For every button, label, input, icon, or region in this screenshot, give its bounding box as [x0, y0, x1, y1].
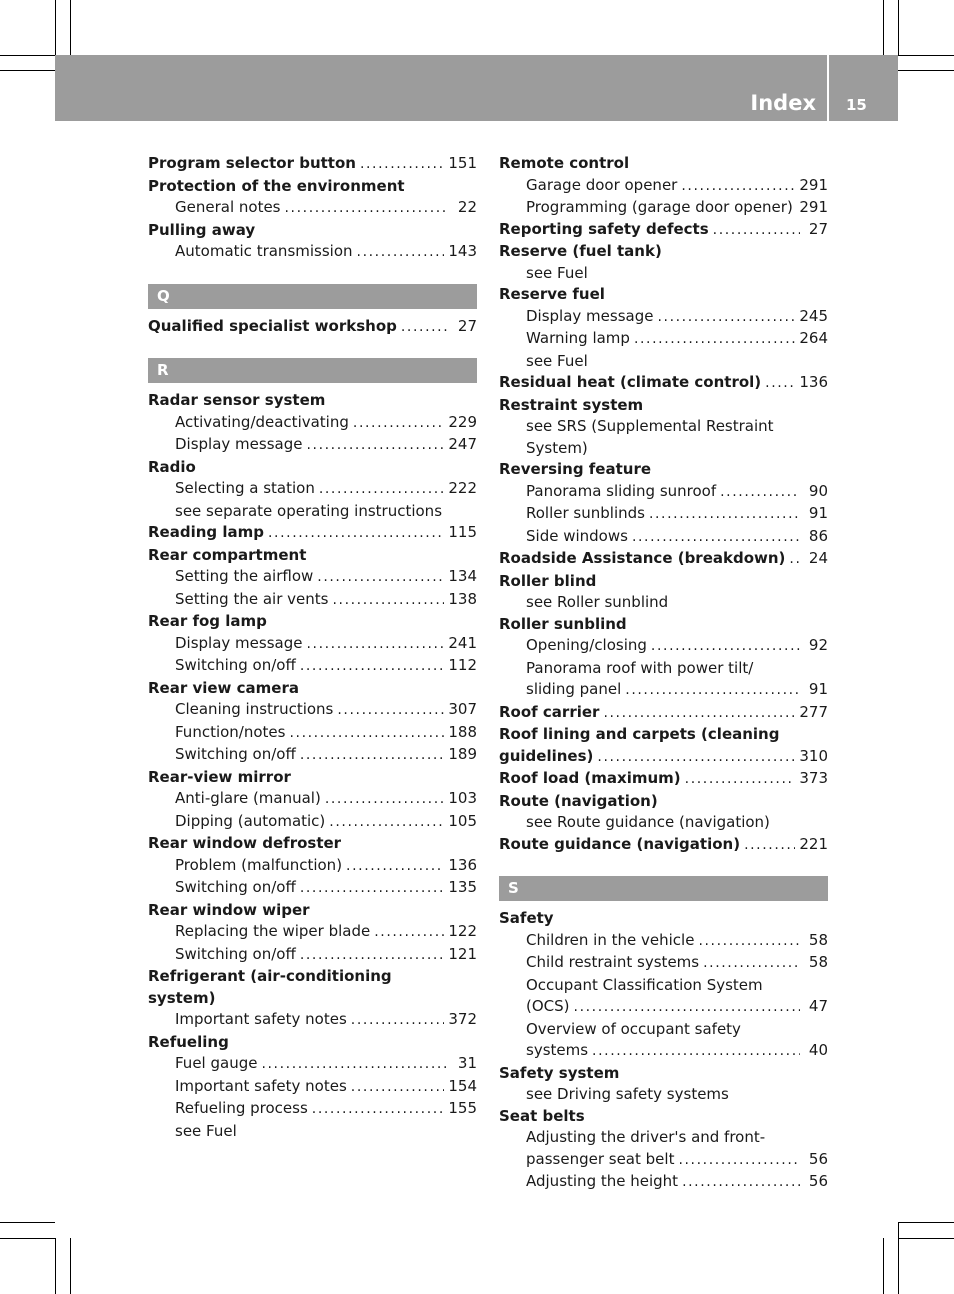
entry-text: Automatic transmission [175, 242, 353, 260]
entry-text: Switching on/off [175, 745, 296, 763]
entry-text: Problem (malfunction) [175, 855, 343, 874]
entry-text: Child restraint systems [526, 953, 700, 971]
entry-text: Reading lamp [148, 523, 264, 541]
page-reference: 112 [448, 656, 477, 674]
entry-text: Replacing the wiper blade [175, 922, 371, 940]
index-subentry [148, 944, 477, 967]
leader-dots [720, 482, 800, 504]
leader-dots [357, 242, 445, 264]
index-subentry [499, 812, 828, 834]
index-subentry [148, 811, 477, 834]
index-subentry [148, 589, 477, 612]
entry-text: Reversing feature [499, 460, 652, 478]
entry-text: Setting the airflow [175, 567, 314, 585]
entry-text: Refueling [148, 1032, 229, 1051]
entry-text: Safety system [499, 1063, 620, 1082]
section-letter-bar: R [148, 358, 477, 383]
index-subentry [499, 263, 828, 285]
page-reference: 91 [808, 504, 828, 522]
page-reference: 154 [448, 1076, 477, 1095]
index-term [148, 153, 477, 176]
entry-text: see SRS (Supplemental Restraint [526, 417, 774, 435]
entry-text: Panorama sliding sunroof [526, 481, 717, 500]
page-reference: 143 [448, 242, 477, 260]
page-reference: 135 [448, 878, 477, 896]
page-reference: 105 [448, 811, 477, 830]
leader-dots [289, 723, 444, 745]
leader-dots [312, 1099, 445, 1121]
crop-mark [0, 1238, 55, 1239]
index-subentry [148, 501, 477, 523]
page-reference: 92 [808, 636, 828, 654]
index-subentry [499, 503, 828, 526]
index-term [148, 611, 477, 633]
leader-dots [285, 198, 450, 220]
leader-dots [325, 789, 445, 811]
entry-text: Opening/closing [526, 636, 647, 654]
index-subentry [499, 306, 828, 329]
entry-text: Program selector button [148, 154, 356, 172]
entry-text: Overview of occupant safety [526, 1019, 741, 1038]
index-subentry [499, 658, 828, 680]
page-reference: 24 [808, 549, 828, 567]
page-reference: 291 [799, 198, 828, 216]
section-letter-bar: Q [148, 284, 477, 309]
index-subentry [499, 635, 828, 658]
index-term [499, 1063, 828, 1085]
entry-text: Reserve fuel [499, 285, 605, 303]
crop-mark [55, 0, 56, 55]
entry-text: Important safety notes [175, 1076, 347, 1095]
page-title: Index [750, 91, 816, 115]
index-term [499, 372, 828, 395]
entry-text: Display message [175, 435, 303, 453]
entry-text: Activating/deactivating [175, 412, 349, 431]
entry-text: Programming (garage door opener) [526, 198, 793, 216]
entry-text: Children in the vehicle [526, 930, 695, 949]
entry-text: Rear fog lamp [148, 612, 267, 630]
page-reference: 134 [448, 567, 477, 585]
index-term [499, 241, 828, 263]
index-term [148, 767, 477, 789]
page-reference: 56 [808, 1149, 828, 1168]
leader-dots [703, 953, 800, 975]
entry-text: Residual heat (climate control) [499, 373, 762, 391]
leader-dots [597, 747, 795, 769]
leader-dots [317, 567, 444, 589]
index-term [148, 988, 477, 1010]
entry-text: Switching on/off [175, 656, 296, 674]
page-reference: 229 [448, 412, 477, 431]
page-reference: 136 [799, 373, 828, 391]
index-subentry [148, 241, 477, 264]
index-term [148, 833, 477, 855]
entry-text: Rear window defroster [148, 834, 342, 852]
entry-text: System) [526, 438, 588, 457]
entry-text: Cleaning instructions [175, 700, 334, 718]
crop-mark [0, 70, 55, 71]
entry-text: Reporting safety defects [499, 219, 709, 238]
index-term [499, 834, 828, 857]
entry-text: Rear window wiper [148, 900, 310, 919]
entry-text: sliding panel [526, 680, 622, 698]
index-subentry [499, 1127, 828, 1149]
entry-text: Setting the air vents [175, 589, 329, 608]
entry-text: see Fuel [175, 1121, 237, 1140]
entry-text: Roof load (maximum) [499, 769, 681, 787]
index-subentry [499, 1171, 828, 1194]
leader-dots [634, 329, 795, 351]
entry-text: Occupant Classification System [526, 975, 763, 994]
page-reference: 27 [808, 219, 828, 238]
index-subentry [499, 679, 828, 702]
page-reference: 277 [799, 702, 828, 721]
index-subentry [499, 1040, 828, 1063]
index-subentry [499, 175, 828, 198]
entry-text: Safety [499, 909, 554, 927]
leader-dots [261, 1054, 449, 1076]
index-subentry [499, 526, 828, 549]
index-subentry [148, 478, 477, 501]
index-term [499, 614, 828, 636]
entry-text: Rear view camera [148, 678, 299, 697]
index-term [148, 522, 477, 545]
index-subentry [148, 566, 477, 589]
page-reference: 247 [448, 435, 477, 453]
page-reference: 56 [808, 1172, 828, 1190]
crop-mark [55, 1238, 56, 1294]
page-reference: 241 [448, 633, 477, 652]
page-reference: 122 [448, 922, 477, 940]
entry-text: (OCS) [526, 997, 570, 1015]
entry-text: Switching on/off [175, 878, 296, 896]
leader-dots [625, 680, 800, 702]
index-term [148, 176, 477, 198]
page-reference: 188 [448, 722, 477, 741]
page-reference: 310 [799, 746, 828, 765]
index-subentry [148, 1076, 477, 1099]
entry-text: Remote control [499, 154, 630, 172]
page-reference: 151 [448, 154, 477, 172]
page-reference: 155 [448, 1099, 477, 1117]
leader-dots [678, 1150, 800, 1172]
index-subentry [148, 197, 477, 220]
leader-dots [765, 373, 795, 395]
entry-text: Fuel gauge [175, 1054, 258, 1072]
page-number: 15 [846, 96, 867, 114]
page-reference: 373 [799, 769, 828, 787]
index-subentry [148, 788, 477, 811]
index-term [148, 457, 477, 479]
index-subentry [499, 975, 828, 997]
leader-dots [360, 154, 444, 176]
leader-dots [685, 769, 796, 791]
index-subentry [148, 744, 477, 767]
page-reference: 307 [448, 700, 477, 718]
entry-text: Protection of the environment [148, 176, 405, 195]
entry-text: Adjusting the height [526, 1172, 679, 1190]
index-term [499, 153, 828, 175]
entry-text: Garage door opener [526, 175, 678, 194]
entry-text: see Route guidance (navigation) [526, 813, 770, 831]
crop-mark [70, 0, 71, 55]
page-reference: 372 [448, 1010, 477, 1028]
entry-text: Route guidance (navigation) [499, 834, 741, 853]
index-term [499, 702, 828, 725]
index-subentry [499, 481, 828, 504]
leader-dots [351, 1077, 445, 1099]
page-reference: 58 [808, 930, 828, 949]
leader-dots [649, 504, 800, 526]
index-subentry [148, 855, 477, 878]
index-term [148, 1032, 477, 1054]
index-term [148, 900, 477, 922]
leader-dots [337, 700, 444, 722]
index-term [499, 548, 828, 571]
index-term [148, 678, 477, 700]
leader-dots [374, 922, 444, 944]
index-subentry [499, 930, 828, 953]
entry-text: Restraint system [499, 395, 644, 414]
leader-dots [681, 176, 795, 198]
index-term [499, 908, 828, 930]
page-reference: 264 [799, 329, 828, 347]
index-term [148, 220, 477, 242]
entry-text: Roof carrier [499, 702, 600, 721]
entry-text: Panorama roof with power tilt/ [526, 658, 754, 677]
leader-dots [300, 878, 445, 900]
leader-dots [268, 523, 444, 545]
page-reference: 31 [457, 1054, 477, 1072]
entry-text: systems [526, 1041, 589, 1059]
entry-text: see Roller sunblind [526, 593, 669, 611]
index-term [499, 1106, 828, 1128]
page-reference: 27 [457, 316, 477, 335]
page-reference: 121 [448, 944, 477, 963]
index-subentry [499, 1149, 828, 1172]
section-letter-bar: S [499, 876, 828, 901]
entry-text: Radar sensor system [148, 391, 326, 409]
page-reference: 189 [448, 745, 477, 763]
leader-dots [332, 590, 444, 612]
page-reference: 90 [808, 481, 828, 500]
crop-mark [898, 0, 899, 55]
leader-dots [682, 1172, 800, 1194]
leader-dots [713, 220, 800, 242]
leader-dots [789, 549, 800, 571]
index-subentry [148, 921, 477, 944]
entry-text: Refueling process [175, 1099, 308, 1117]
entry-text: Roof lining and carpets (cleaning [499, 725, 780, 743]
entry-text: see Fuel [526, 263, 588, 282]
index-term [148, 545, 477, 567]
entry-text: Display message [526, 306, 654, 325]
index-subentry [148, 633, 477, 656]
index-subentry [499, 197, 828, 219]
entry-text: Reserve (fuel tank) [499, 242, 662, 260]
index-term [499, 791, 828, 813]
page-reference: 222 [448, 479, 477, 497]
index-term [148, 966, 477, 988]
page-reference: 136 [448, 855, 477, 874]
leader-dots [346, 856, 444, 878]
leader-dots [306, 634, 444, 656]
index-subentry [499, 328, 828, 351]
index-subentry [148, 1121, 477, 1143]
crop-mark [0, 1222, 55, 1223]
index-subentry [148, 877, 477, 900]
entry-text: Dipping (automatic) [175, 811, 326, 830]
index-subentry [148, 412, 477, 435]
entry-text: Adjusting the driver's and front- [526, 1128, 766, 1146]
leader-dots [401, 317, 449, 339]
entry-text: Radio [148, 457, 196, 476]
page-reference: 40 [808, 1041, 828, 1059]
crop-mark [0, 55, 55, 56]
index-subentry [499, 952, 828, 975]
index-subentry [148, 1053, 477, 1076]
leader-dots [300, 945, 445, 967]
index-subentry [499, 438, 828, 460]
entry-text: Warning lamp [526, 329, 630, 347]
index-subentry [148, 434, 477, 457]
index-term [499, 571, 828, 593]
entry-text: General notes [175, 198, 281, 216]
leader-dots [603, 703, 795, 725]
entry-text: Seat belts [499, 1106, 585, 1125]
index-subentry [148, 1009, 477, 1032]
leader-dots [319, 479, 445, 501]
entry-text: system) [148, 988, 216, 1007]
leader-dots [351, 1010, 445, 1032]
entry-text: Selecting a station [175, 479, 315, 497]
page-reference: 291 [799, 175, 828, 194]
page-reference: 115 [448, 523, 477, 541]
leader-dots [353, 413, 444, 435]
crop-mark [898, 1222, 954, 1223]
index-term [148, 316, 477, 339]
page-reference: 47 [808, 997, 828, 1015]
page-reference: 58 [808, 953, 828, 971]
crop-mark [898, 1238, 954, 1239]
entry-text: Pulling away [148, 220, 256, 239]
index-column-left [148, 153, 477, 1142]
header-divider [827, 55, 829, 121]
crop-mark [898, 1222, 899, 1294]
entry-text: see Fuel [526, 351, 588, 370]
entry-text: Qualified specialist workshop [148, 316, 397, 335]
leader-dots [744, 835, 795, 857]
crop-mark [883, 0, 884, 55]
index-term [499, 284, 828, 306]
entry-text: Display message [175, 633, 303, 652]
index-subentry [499, 351, 828, 373]
page-reference: 221 [799, 834, 828, 853]
entry-text: Anti-glare (manual) [175, 789, 321, 807]
index-subentry [148, 1098, 477, 1121]
entry-text: Roller sunblinds [526, 504, 645, 522]
entry-text: Rear compartment [148, 545, 307, 564]
index-subentry [499, 416, 828, 438]
index-term [499, 768, 828, 791]
page-reference: 103 [448, 789, 477, 807]
entry-text: see separate operating instructions [175, 501, 443, 520]
entry-text: Route (navigation) [499, 791, 658, 810]
entry-text: Important safety notes [175, 1010, 347, 1028]
crop-mark [898, 70, 954, 71]
crop-mark [898, 55, 954, 56]
leader-dots [574, 997, 800, 1019]
index-subentry [499, 1084, 828, 1106]
page-reference: 245 [799, 306, 828, 325]
leader-dots [300, 745, 445, 767]
page-reference: 22 [457, 198, 477, 216]
entry-text: Function/notes [175, 722, 286, 741]
entry-text: Refrigerant (air-conditioning [148, 967, 392, 985]
leader-dots [698, 931, 800, 953]
entry-text: Roller blind [499, 571, 597, 590]
crop-mark [70, 1238, 71, 1294]
index-term [148, 390, 477, 412]
index-term [499, 395, 828, 417]
leader-dots [306, 435, 444, 457]
index-term [499, 746, 828, 769]
entry-text: see Driving safety systems [526, 1085, 729, 1103]
entry-text: Roller sunblind [499, 614, 627, 633]
index-subentry [148, 722, 477, 745]
index-subentry [499, 1019, 828, 1041]
page-reference: 91 [808, 680, 828, 698]
index-subentry [499, 996, 828, 1019]
entry-text: Roadside Assistance (breakdown) [499, 549, 786, 567]
index-subentry [499, 592, 828, 614]
index-column-right [499, 153, 828, 1194]
index-term [499, 219, 828, 242]
entry-text: passenger seat belt [526, 1149, 675, 1168]
entry-text: Rear-view mirror [148, 767, 291, 786]
index-term [499, 724, 828, 746]
leader-dots [632, 527, 800, 549]
index-subentry [148, 655, 477, 678]
crop-mark [883, 1238, 884, 1294]
entry-text: guidelines) [499, 746, 594, 765]
index-subentry [148, 699, 477, 722]
index-term [499, 459, 828, 481]
entry-text: Switching on/off [175, 944, 296, 963]
leader-dots [651, 636, 800, 658]
page-reference: 138 [448, 589, 477, 608]
page-reference: 86 [808, 526, 828, 545]
entry-text: Side windows [526, 526, 628, 545]
leader-dots [592, 1041, 800, 1063]
leader-dots [329, 812, 444, 834]
leader-dots [657, 307, 795, 329]
leader-dots [300, 656, 445, 678]
